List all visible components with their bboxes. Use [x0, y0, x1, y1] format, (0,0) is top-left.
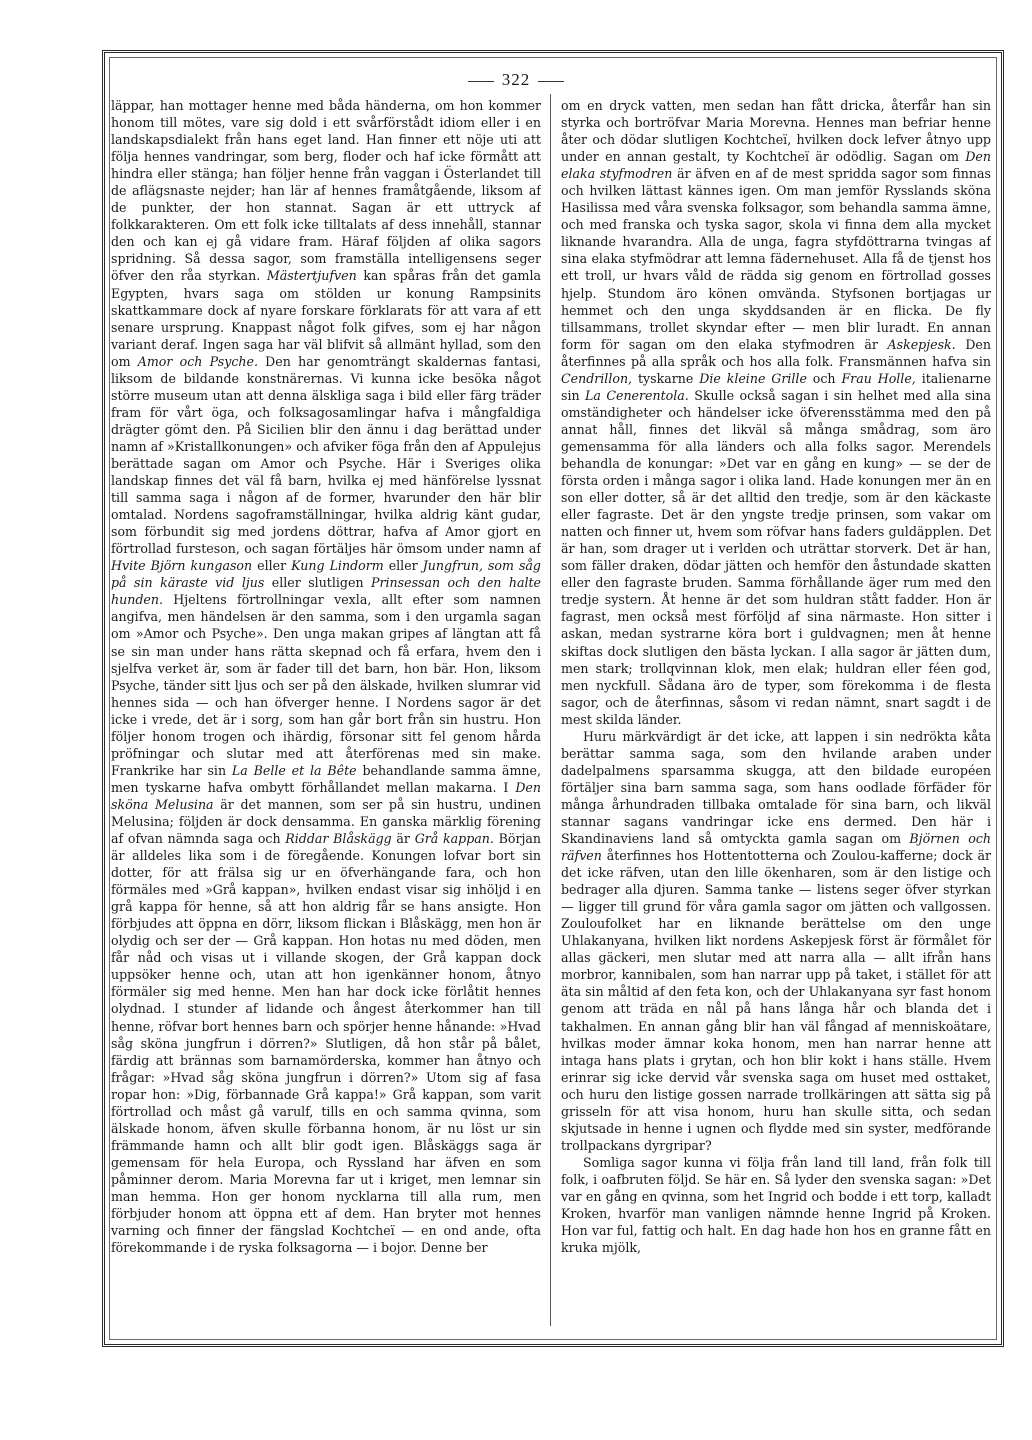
paragraph-text: är [391, 831, 415, 847]
paragraph-text: eller [383, 558, 423, 574]
paragraph-text: återfinnes hos Hottentotterna och Zoulou-kafferne; dock är det icke räfven, utan den lille ökenharen, som är den listige och bedrager alla djuren. Samma tanke — listens seger öfver styrkan — ligger till grund för våra gamla sagor om jätten och vallgossen. Zouloufolket har en liknande berättelse om den unge Uhlakanyana, hvilken likt nordens Askepjesk först är förmålet för allas gäckeri, men slutar med att narra alla — allt ifrån hans morbror, kannibalen, som han narrar upp på taket, i stället för att äta sin måltid af den feta kon, och der Uhlakanyana syr fast honom genom att träda en nål på hans långa hår och blanda det i takhalmen. En annan gång blir han väl fångad af menniskoätare, hvilkas moder ämnar koka honom, men han narrar henne att intaga hans plats i grytan, och hon blir kokt i hans ställe. Hvem erinrar sig icke dervid vår svenska saga om huset med osttaket, och huru den listige gossen narrade trollkäringen att sätta sig på grisseln för att visa honom, huru han skulle sitta, och sedan skjutsade in henne i ugnen och flydde med sin syster, medförande trollpackans dyrgripar? [561, 848, 991, 1153]
italic-title: Frau Holle, [841, 370, 916, 386]
paragraph-text: och [806, 370, 842, 386]
paragraph-text: Början är alldeles lika som i de föregående. Konungen lofvar bort sin dotter, för att frälsa sig ur en öfverhängande fara, och hon förmäles med »Grå kappan», hvilken endast visar sig inhöljd i en grå kappa för henne, så att hon aldrig får se hans ansigte. Hon förbjudes att öppna en dörr, liksom flickan i Blåskägg, men hon är olydig och ser der — Grå kappan. Hon hotas nu med döden, men får nåd och visas ut i villande skogen, der Grå kappan dock uppsöker henne och, utan att hon igenkänner honom, åtnyo förmäler sig med henne. Men han har dock icke förlåtit hennes olydnad. I stunder af lidande och ångest återkommer han till henne, röfvar bort hennes barn och spörjer henne hånande: »Hvad såg sköna jungfrun i dörren?» Slutligen, då hon står på bålet, färdig att brännas som barnamörderska, kommer han åtnyo och frågar: »Hvad såg sköna jungfrun i dörren?» Utom sig af fasa ropar hon: »Dig, förbannade Grå kappa!» Grå kappan, som varit förtrollad och måst gå varulf, tills en och samma qvinna, som älskade honom, äfven skulle förbanna honom, är nu löst ur sin främmande hamn och allt blir godt igen. Blåskäggs saga är gemensam för hela Europa, och Ryssland har äfven en som påminner derom. Maria Morevna far ut i kriget, men lemnar sin man hemma. Hon ger honom nycklarna till alla rum, men förbjuder honom att öppna ett af dem. Han bryter mot hennes varning och finner der fängslad Kochtcheï — en ond ande, ofta förekommande i de ryska folksagorna — i bojor. Denne ber [111, 831, 541, 1256]
italic-title: Amor och Psyche. [137, 353, 258, 369]
paragraph-text: Den har genomträngt skaldernas fantasi, liksom de bildande konstnärernas. Vi kunna icke besöka något större museum utan att denna älskliga saga i bild eller färg träder fram för vårt öga, och folksagosamlingar hafva i mångfaldiga drägter gömt den. På Sicilien blir den ännu i dag berättad under namn af »Kristallkonungen» och afviker föga från den af Appulejus berättade sagan om Amor och Psyche. Här i Sveriges olika landskap finnes det väl få barn, hvilka ej med hänförelse lyssnat till samma saga i någon af de former, hvarunder den här blir omtalad. Nordens sagoframställningar, hvilka aldrig känt gudar, som förbundit sig med jordens döttrar, hafva af Amor gjort en förtrollad fursteson, och sagan förtäljes här ömsom under namn af [111, 353, 541, 557]
column-divider [550, 94, 551, 1326]
paragraph-text: eller slutligen [264, 575, 372, 591]
left-column [111, 97, 541, 1327]
italic-title: La Belle et la Bête [231, 762, 357, 778]
paragraph-text: läppar, han mottager henne med båda händerna, om hon kommer honom till mötes, vare sig dold i ett svårförstådt idiom eller i en landskapsdialekt från hans eget land. Han finner ett nöje uti att följa hennes vandringar, som berg, floder och haf icke förmått att hindra eller stänga; han följer henne från vaggan i Österlandet till de aflägsnaste nejder; han lär af hennes framåtgående, liksom af de punkter, der hon stannat. Sagan är ett uttryck af folkkarakteren. Om ett folk icke tilltalats af dess innehåll, stannar den och kan ej gå vidare fram. Häraf följden af olika sagors spridning. Så dessa sagor, som framställa intelligensens seger öfver den råa styrkan. [111, 98, 541, 284]
italic-title: Jungfrun, som såg på sin käraste vid ljus [111, 558, 541, 591]
italic-title: Den sköna Melusina [111, 779, 541, 812]
page-number [0, 70, 1032, 90]
paragraph-text: är äfven en af de mest spridda sagor som finnas och hvilken lättast kännes igen. Om man jemför Rysslands sköna Hasilissa med våra svenska folksagor, som behandla samma ämne, och med franska och tyska sagor, skola vi finna dem alla mycket liknande hvarandra. Alla de unga, fagra styfdöttrarna tvingas af sina elaka styfmödrar att lemna fädernehuset. Alla få de tjenst hos ett troll, ur hvars våld de rädda sig genom en förtrollad gosses hjelp. Stundom äro könen omvända. Styfsonen bortjagas ur hemmet och den unga skyddsanden är en flicka. De fly tillsammans, trollet skyndar efter — men blir luradt. En annan form för sagan om den elaka styfmodren är [561, 166, 991, 352]
paragraph-text: eller [252, 558, 292, 574]
italic-title: Kung Lindorm [291, 558, 384, 574]
italic-title: Cendrillon, [561, 370, 633, 386]
italic-title: Björnen och räfven [561, 831, 991, 864]
page-number-dash-left [468, 81, 494, 82]
italic-title: Riddar Blåskägg [285, 831, 392, 847]
paragraph-text: Den återfinnes på alla språk och hos alla folk. Fransmännen hafva sin [561, 336, 991, 369]
paragraph-text: kan spåras från det gamla Egypten, hvars saga om stölden ur konung Rampsinits skattkammare dock af nyare forskare förklarats för att vara af ett senare ursprung. Knappast något folk gifves, som ej har någon variant deraf. Ingen saga har väl blifvit så allmänt hyllad, som den om [111, 268, 541, 369]
paragraph [561, 728, 991, 1154]
italic-title: La Cenerentola. [585, 387, 689, 403]
paragraph-text: är det mannen, som ser på sin hustru, undinen Melusina; följden är dock densamma. En ganska märklig förening af ofvan nämnda saga och [111, 796, 541, 847]
italic-title: Hvite Björn kungason [111, 558, 253, 574]
paragraph-text: Hjeltens förtrollningar vexla, allt efter som namnen angifva, men händelsen är den samma, som i den urgamla sagan om »Amor och Psyche». Den unga makan gripes af längtan att få se sin man under hans rätta skepnad och få erfara, hvem den i sjelfva verket är, som är fader till det barn, hon bär. Hon, liksom Psyche, tänder sitt ljus och ser på den älskade, hvilken slumrar vid hennes sida — och han öfverger henne. I Nordens sagor är det icke i vrede, det är i sorg, som han går bort från sin hustru. Hon följer honom trogen och ihärdig, försonar sitt fel genom hårda pröfningar och slutar med att återförenas med sin make. Frankrike har sin [111, 592, 541, 778]
paragraph [561, 97, 991, 728]
italic-title: Den elaka styfmodren [561, 149, 991, 182]
page-number-dash-right [538, 81, 564, 82]
italic-title: Prinsessan och den halte hunden. [111, 575, 541, 608]
italic-title: Die kleine Grille [699, 370, 807, 386]
paragraph-text: om en dryck vatten, men sedan han fått dricka, återfår han sin styrka och bortröfvar Maria Morevna. Hennes man befriar henne åter och dödar slutligen Kochtcheï, hvilken dock lefver åtnyo upp under en annan gestalt, ty Kochtcheï är odödlig. Sagan om [561, 98, 991, 165]
paragraph-text: italienarne sin [561, 370, 991, 403]
paragraph-text: tyskarne [632, 370, 700, 386]
paragraph-text: behandlande samma ämne, men tyskarne hafva ombytt förhållandet mellan makarna. I [111, 762, 541, 795]
italic-title: Askepjesk. [887, 336, 956, 352]
paragraph [561, 1154, 991, 1256]
paragraph-text: Skulle också sagan i sin helhet med alla sina omständigheter och händelser icke öfverensstämma med den på annat håll, finnes det likväl så många smådrag, som äro gemensamma för alla länders och alla folks sagor. Merendels behandla de konungar: »Det var en gång en kung» — se der de första orden i många sagor i olika land. Hade konungen mer än en son eller dotter, så är det alltid den tredje, som är den käckaste eller fagraste. Det är den yngste tredje prinsen, som vakar om natten och finner ut, hvem som röfvar hans faders guldäpplen. Det är han, som drager ut i verlden och uträttar storverk. Det är han, som fäller draken, dödar jätten och hemför den åstundade skatten eller den fagraste bruden. Samma förhållande äger rum med den tredje systern. Åt henne är det som huldran stått fadder. Hon är fagrast, men också mest förföljd af sina närmaste. Hon sitter i askan, medan systrarne köra bort i guldvagnen; men åt henne skiftas dock slutligen den bästa lyckan. I alla sagor är jätten dum, men stark; trollqvinnan klok, men elak; huldran eller féen god, men nyckfull. Sådana äro de typer, som förekomma i de flesta sagor, och de återfinnas, såsom vi redan nämnt, snart sagdt i de mest skilda länder. [561, 387, 991, 727]
italic-title: Grå kappan. [414, 831, 494, 847]
italic-title: Mästertjufven [266, 268, 357, 284]
page-number-text: 322 [501, 70, 531, 89]
right-column [561, 97, 991, 1327]
paragraph [111, 97, 541, 1256]
paragraph-text: Huru märkvärdigt är det icke, att lappen i sin nedrökta kåta berättar samma saga, som den hvilande araben under dadelpalmens sparsamma skugga, att den bildade européen förtäljer sina barn samma saga, som hans oodlade förfäder för många århundraden tillbaka omtalade för sina barn, och likväl stannar sagans vandringar icke ens dermed. Den här i Skandinaviens land så omtyckta gamla sagan om [561, 728, 991, 847]
paragraph-text: Somliga sagor kunna vi följa från land till land, från folk till folk, i oafbruten följd. Se här en. Så lyder den svenska sagan: »Det var en gång en qvinna, som het Ingrid och bodde i ett torp, kalladt Kroken, hvarför man vanligen nämnde henne Ingrid på Kroken. Hon var ful, fattig och halt. En dag hade hon hos en granne fått en kruka mjölk, [561, 1154, 991, 1256]
